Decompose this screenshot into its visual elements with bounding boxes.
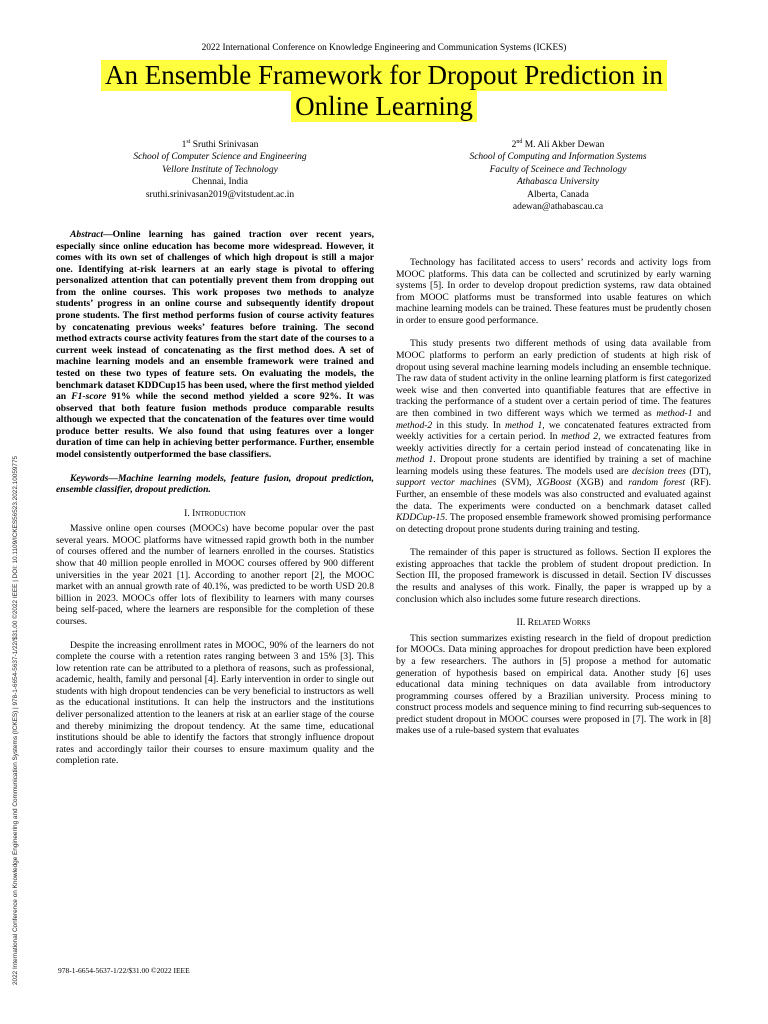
right-paragraph-2 bbox=[396, 338, 711, 535]
keywords-text: Machine learning models, feature fusion, dropout prediction, ensemble classifier, dropout prediction. bbox=[56, 472, 374, 496]
p2-method1c: method 1 bbox=[396, 454, 434, 466]
author1-ordinal-suffix: st bbox=[186, 138, 191, 145]
intro-paragraph-1: Massive online open courses (MOOCs) have become popular over the past several years. MOOC platforms have witnessed rapid growth both in the number of courses offered and the number of learners enrolled in the courses. Statistics show that 40 million people enrolled in MOOC courses offered by 900 different universities in the year 2021 [1]. According to another report [2], the MOOC market with an annual growth rate of 40.1%, was predicted to be worth USD 20.8 billion in 2023. MOOCs offer lots of flexibility to learners with many courses being self-paced, where the learners are responsible for the completion of these courses. bbox=[56, 523, 374, 627]
p2-kdd: KDDCup-15 bbox=[396, 512, 446, 524]
p2-k: . The proposed ensemble framework showed promising performance on detecting dropout prone students during training and testing. bbox=[396, 512, 711, 535]
p2-method2: method-2 bbox=[396, 419, 433, 431]
paper-title bbox=[30, 60, 738, 122]
author2-ordinal-suffix: nd bbox=[516, 138, 523, 145]
conference-header: 2022 International Conference on Knowledge Engineering and Communication Systems (ICKES) bbox=[201, 43, 567, 53]
abstract-text-b: 91% while the second method yielded a score 92%. It was observed that both feature fusion methods produce comparable results although we expected that the concatenation of the features over time would produce better results. We also found that using features over a longer duration of time can help in achieving better performance. Further, ensemble model consistently outperformed the base classifiers. bbox=[56, 391, 374, 460]
right-paragraph-3: The remainder of this paper is structured as follows. Section II explores the existing approaches that tackle the problem of student dropout prediction. In Section III, the proposed framework is discussed in detail. Section IV discusses the results and analyses of this work. Finally, the paper is wrapped up by a conclusion which also includes some future research directions. bbox=[396, 547, 711, 605]
author2-location: Alberta, Canada bbox=[527, 189, 589, 200]
author1-name: Sruthi Srinivasan bbox=[192, 140, 259, 150]
author2-institution: Athabasca University bbox=[516, 177, 600, 188]
title-line-2: Online Learning bbox=[291, 91, 477, 122]
author2-department: School of Computing and Information Systems bbox=[469, 152, 647, 163]
author2-faculty: Faculty of Sceinece and Technology bbox=[489, 164, 627, 175]
right-paragraph-1: Technology has facilitated access to users’ records and activity logs from MOOC platforms. This data can be collected and scrutinized by early warning systems [5]. In order to develop dropout prediction systems, raw data obtained from MOOC platforms must be transformed into usable features on which machine learning models can be trained. These features must be prudently chosen in order to ensure good performance. bbox=[396, 257, 711, 326]
p2-svm: support vector machines bbox=[396, 477, 497, 489]
p2-dt: decision trees bbox=[632, 465, 686, 477]
right-column bbox=[396, 257, 711, 737]
p2-xgb: XGBoost bbox=[536, 477, 572, 489]
left-column bbox=[56, 229, 374, 767]
p2-method2b: method 2 bbox=[561, 431, 599, 443]
p2-method1: method-1 bbox=[656, 407, 693, 419]
author-block-2 bbox=[408, 139, 708, 213]
author1-institution: Vellore Institute of Technology bbox=[162, 164, 278, 175]
keywords-paragraph bbox=[56, 473, 374, 496]
author1-department: School of Computer Science and Engineering bbox=[133, 152, 307, 163]
p2-g: (DT), bbox=[685, 465, 711, 477]
keywords-label: Keywords bbox=[70, 472, 109, 484]
author1-location: Chennai, India bbox=[192, 177, 248, 188]
author1-ordinal: 1 bbox=[181, 140, 187, 150]
intro-paragraph-2: Despite the increasing enrollment rates in MOOC, 90% of the learners do not complete the course with a retention rates ranging between 3 and 15% [3]. This low retention rate can be attributed to a plethora of reasons, such as professional, academic, health, family and personal [4]. Early intervention in order to single out students with high dropout tendencies can be very beneficial to instructors as well as the educational institutions. It can help the instructors and the institutions deliver personalized attention to the leaners at risk at an earlier stage of the course and thereby minimizing the dropout tendency. At the same time, educational institutions should be able to identify the factors that strongly influence dropout rates and accordingly tailor their courses to ensure maximum quality and the completion rate. bbox=[56, 639, 374, 767]
p2-b: and bbox=[692, 407, 711, 419]
keywords-dash: — bbox=[108, 472, 118, 484]
side-doi-strip: 2022 International Conference on Knowledge Engineering and Communication Systems (ICKES) | 978-1-6654-5637-1/22/$31.00 ©2022 IEEE | DOI: 10.1109/ICKES56523.2022.10059775 bbox=[12, 455, 19, 985]
author2-ordinal: 2 bbox=[511, 140, 517, 150]
p2-h: (SVM), bbox=[496, 477, 537, 489]
abstract-text-a: Online learning has gained traction over recent years, especially since online education has become more widespread. However, it comes with its own set of challenges of which high dropout is still a major one. Identifying at-risk learners at an early stage is pivotal to offering personalized attention that can potentially prevent them from dropping out from the online courses. This work proposes two methods to analyze students’ progress in an online course and subsequently identify dropout prone students. The first method performs fusion of course activity features by concatenating previous weeks’ features before training. The second method extracts course activity features from the start date of the courses to a current week instead of concatenating as the first method does. A set of machine learning models and an ensemble framework were trained and tested on these two types of feature sets. On evaluating the models, the benchmark dataset KDDCup15 has been used, where the first method yielded an bbox=[56, 229, 375, 403]
p2-e: , we extracted features from weekly activities directly for a certain period instead of concatenating like in bbox=[396, 431, 711, 454]
p2-a: This study presents two different methods of using data available from MOOC platforms to perform an early prediction of students at high risk of dropout using several machine learning models including an ensemble technique. The raw data of student activity in the online learning platform is first categorized week wise and then converted into quantifiable features that are effective in tracking the performance of a student over a certain period of time. The features are then combined in two different ways which we termed as bbox=[396, 338, 711, 419]
author1-email: sruthi.srinivasan2019@vitstudent.ac.in bbox=[145, 189, 295, 200]
abstract-label: Abstract bbox=[70, 229, 104, 240]
p2-f: . Dropout prone students are identified by training a set of machine learning models using these features. The models used are bbox=[396, 454, 711, 477]
footer-copyright: 978-1-6654-5637-1/22/$31.00 ©2022 IEEE bbox=[58, 966, 190, 975]
p2-d: , we concatenated features extracted from weekly activities for a certain period. In bbox=[396, 419, 711, 443]
author2-name: M. Ali Akber Dewan bbox=[524, 140, 605, 150]
p2-i: (XGB) and bbox=[571, 477, 629, 489]
p2-rf: random forest bbox=[628, 477, 686, 489]
p2-c: in this study. In bbox=[432, 419, 506, 431]
abstract-dash: — bbox=[103, 229, 113, 240]
abstract-f1: F1-score bbox=[71, 391, 107, 403]
abstract-paragraph bbox=[56, 229, 374, 461]
section-1-heading: I. Introduction bbox=[184, 507, 246, 519]
p2-method1b: method 1 bbox=[505, 419, 543, 431]
title-line-1: An Ensemble Framework for Dropout Prediction in bbox=[101, 60, 667, 91]
p2-j: (RF). Further, an ensemble of these models was also constructed and evaluated against the data. The experiments were conducted on a benchmark dataset called bbox=[396, 477, 711, 512]
author2-email: adewan@athabascau.ca bbox=[512, 202, 604, 213]
author-block-1 bbox=[70, 139, 370, 201]
section-2-heading: II. Related Works bbox=[516, 617, 591, 629]
related-paragraph-1: This section summarizes existing research in the field of dropout prediction for MOOCs. Data mining approaches for dropout prediction have been explored by a few researchers. The authors in [5] propose a method for automatic generation of hypothesis based on empirical data. Another study [6] uses educational data mining techniques on data available from introductory programming courses offered by a Brazilian university. Process mining to construct process models and sequence mining to find recurring sub-sequences to predict student dropout in MOOC courses were proposed in [7]. The work in [8] makes use of a rule-based system that evaluates bbox=[396, 632, 711, 737]
